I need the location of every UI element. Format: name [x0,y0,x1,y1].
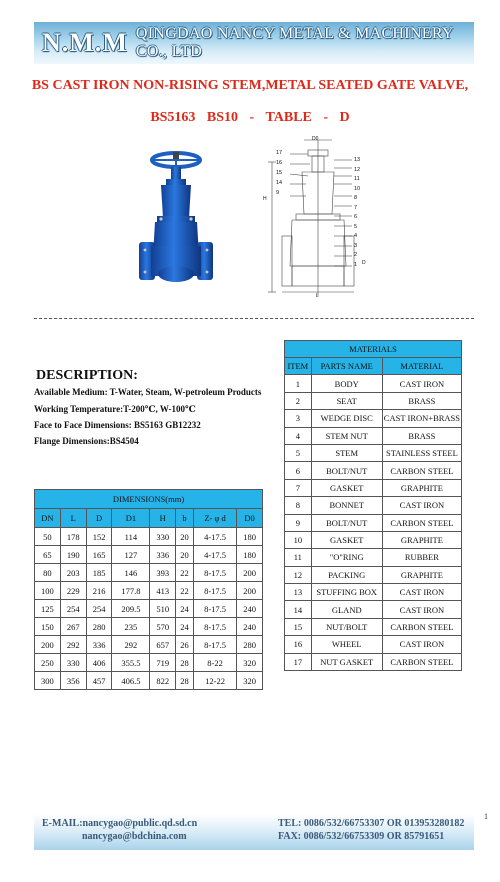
dimensions-cell: 822 [150,672,176,690]
dimensions-cell: 26 [176,636,194,654]
dimensions-cell: 150 [35,618,61,636]
dimensions-row [35,600,263,618]
footer-fax: FAX: 0086/532/66753309 OR 85791651 [278,831,445,842]
dimensions-header-row [35,509,263,528]
materials-row [285,514,462,531]
materials-cell: BOLT/NUT [311,514,382,531]
dimensions-cell: 510 [150,600,176,618]
dimensions-cell: 165 [86,546,112,564]
materials-cell: 10 [285,531,312,548]
materials-cell: BRASS [382,427,461,444]
dim-label-h: H [263,196,267,202]
callout: 16 [276,160,283,166]
dim-col-header: D [86,509,112,528]
col-header: MATERIAL [382,358,461,375]
materials-cell: 1 [285,375,312,392]
dim-col-header: D1 [112,509,150,528]
materials-cell: CAST IRON [382,601,461,618]
materials-row [285,653,462,670]
materials-row [285,410,462,427]
dimensions-row [35,546,263,564]
materials-cell: CAST IRON [382,375,461,392]
materials-cell: GASKET [311,479,382,496]
callout: 9 [276,190,280,196]
dimensions-row [35,636,263,654]
materials-cell: STEM NUT [311,427,382,444]
materials-cell: 16 [285,636,312,653]
materials-row [285,636,462,653]
materials-cell: "O"RING [311,549,382,566]
dimensions-cell: 8-17.5 [193,636,236,654]
materials-row [285,549,462,566]
dimensions-row [35,654,263,672]
dimensions-cell: 229 [60,582,86,600]
dimensions-cell: 657 [150,636,176,654]
dimensions-cell: 280 [237,636,263,654]
footer-email-2: nancygao@bdchina.com [82,831,187,842]
materials-cell: 2 [285,392,312,409]
materials-cell: CARBON STEEL [382,514,461,531]
col-header: ITEM [285,358,312,375]
materials-caption: MATERIALS [285,341,462,358]
callout: 2 [354,252,358,258]
dimensions-cell: 356 [60,672,86,690]
dimensions-cell: 22 [176,582,194,600]
materials-cell: WHEEL [311,636,382,653]
materials-cell: CARBON STEEL [382,653,461,670]
dim-col-header: DN [35,509,61,528]
materials-cell: BODY [311,375,382,392]
materials-cell: 8 [285,497,312,514]
dimensions-caption: DIMENSIONS(mm) [35,490,263,509]
dimensions-cell: 80 [35,564,61,582]
dimensions-cell: 203 [60,564,86,582]
dimensions-cell: 8-17.5 [193,618,236,636]
materials-body [285,375,462,671]
materials-cell: PACKING [311,566,382,583]
dimensions-cell: 280 [86,618,112,636]
dimensions-cell: 8-17.5 [193,600,236,618]
dimensions-cell: 12-22 [193,672,236,690]
dimensions-cell: 100 [35,582,61,600]
dimensions-cell: 330 [150,528,176,546]
valve-cross-section-drawing [262,136,372,300]
dimensions-cell: 320 [237,672,263,690]
materials-cell: 6 [285,462,312,479]
callout: 1 [354,261,358,268]
materials-cell: CAST IRON [382,636,461,653]
dimensions-cell: 185 [86,564,112,582]
materials-cell: BONNET [311,497,382,514]
materials-cell: RUBBER [382,549,461,566]
dimensions-cell: 336 [150,546,176,564]
dimensions-cell: 200 [35,636,61,654]
dimensions-cell: 4-17.5 [193,546,236,564]
callout: 8 [354,195,358,201]
materials-cell: 9 [285,514,312,531]
dimensions-cell: 320 [237,654,263,672]
dim-col-header: Z- φ d [193,509,236,528]
dim-col-header: D0 [237,509,263,528]
materials-cell: STUFFING BOX [311,584,382,601]
desc-medium: Available Medium: T-Water, Steam, W-petroleum Products [34,387,262,397]
dimensions-cell: 8-17.5 [193,582,236,600]
dimensions-cell: 178 [60,528,86,546]
dimensions-cell: 180 [237,546,263,564]
materials-cell: STEM [311,444,382,461]
materials-cell: NUT/BOLT [311,618,382,635]
dim-label-d: D [362,260,366,266]
materials-cell: CARBON STEEL [382,618,461,635]
materials-cell: SEAT [311,392,382,409]
materials-row [285,566,462,583]
callout: 4 [354,233,358,239]
dim-label-l: L [316,293,319,299]
dimensions-cell: 20 [176,528,194,546]
section-divider [34,318,474,319]
materials-row [285,618,462,635]
callout: 13 [354,157,361,163]
dimensions-cell: 200 [237,564,263,582]
product-title: BS CAST IRON NON-RISING STEM,METAL SEATED GATE VALVE, [31,78,469,93]
drawing-callouts-right [354,156,360,270]
dimensions-cell: 65 [35,546,61,564]
callout: 17 [276,150,283,156]
materials-cell: BRASS [382,392,461,409]
dimensions-body [35,528,263,690]
callout: 7 [354,204,358,211]
dimensions-cell: 20 [176,546,194,564]
desc-flange: Flange Dimensions:BS4504 [34,436,139,446]
materials-cell: 14 [285,601,312,618]
dimensions-table [34,489,263,690]
col-header: PARTS NAME [311,358,382,375]
dimensions-row [35,618,263,636]
dimensions-cell: 292 [112,636,150,654]
dimensions-cell: 216 [86,582,112,600]
materials-cell: 15 [285,618,312,635]
materials-cell: GLAND [311,601,382,618]
materials-row [285,479,462,496]
drawing-callouts-left [276,148,282,198]
dimensions-cell: 393 [150,564,176,582]
dimensions-cell: 254 [60,600,86,618]
dimensions-row [35,564,263,582]
materials-cell: GRAPHITE [382,531,461,548]
materials-cell: CAST IRON [382,584,461,601]
dimensions-cell: 355.5 [112,654,150,672]
materials-cell: GRAPHITE [382,479,461,496]
materials-cell: 7 [285,479,312,496]
dimensions-cell: 240 [237,618,263,636]
materials-cell: GASKET [311,531,382,548]
materials-cell: 3 [285,410,312,427]
dimensions-cell: 719 [150,654,176,672]
materials-cell: CARBON STEEL [382,462,461,479]
desc-temperature: Working Temperature:T-200℃, W-100℃ [34,404,196,414]
dimensions-cell: 406.5 [112,672,150,690]
desc-face-to-face: Face to Face Dimensions: BS5163 GB12232 [34,420,201,430]
dimensions-cell: 24 [176,600,194,618]
materials-cell: BOLT/NUT [311,462,382,479]
dim-col-header: L [60,509,86,528]
header-banner [34,22,474,64]
callout: 10 [354,185,361,192]
callout: 5 [354,223,358,230]
materials-cell: NUT GASKET [311,653,382,670]
materials-cell: 4 [285,427,312,444]
dimensions-cell: 28 [176,654,194,672]
dimensions-row [35,582,263,600]
materials-row [285,584,462,601]
callout: 11 [354,176,360,182]
dimensions-cell: 300 [35,672,61,690]
dimensions-cell: 240 [237,600,263,618]
materials-cell: 12 [285,566,312,583]
callout: 3 [354,242,358,249]
materials-row [285,375,462,392]
dimensions-row [35,672,263,690]
dimensions-cell: 330 [60,654,86,672]
materials-row [285,531,462,548]
materials-cell: WEDGE DISC [311,410,382,427]
materials-cell: CAST IRON+BRASS [382,410,461,427]
materials-row [285,462,462,479]
dimensions-cell: 28 [176,672,194,690]
dimensions-cell: 250 [35,654,61,672]
dimensions-cell: 114 [112,528,150,546]
dimensions-cell: 152 [86,528,112,546]
callout: 15 [276,170,283,176]
valve-photo [133,146,219,292]
dimensions-cell: 209.5 [112,600,150,618]
footer-email-1: E-MAIL:nancygao@public.qd.sd.cn [42,818,198,829]
dimensions-cell: 570 [150,618,176,636]
dimensions-row [35,528,263,546]
dimensions-cell: 24 [176,618,194,636]
description-heading: DESCRIPTION: [36,368,138,383]
dimensions-cell: 8-17.5 [193,564,236,582]
dimensions-cell: 254 [86,600,112,618]
product-standard: BS5163 BS10 - TABLE - D [150,110,350,125]
materials-cell: 17 [285,653,312,670]
materials-row [285,497,462,514]
dimensions-cell: 200 [237,582,263,600]
dimensions-cell: 267 [60,618,86,636]
dimensions-cell: 22 [176,564,194,582]
materials-cell: 5 [285,444,312,461]
dimensions-cell: 177.8 [112,582,150,600]
callout: 6 [354,214,358,220]
dimensions-cell: 125 [35,600,61,618]
dimensions-cell: 190 [60,546,86,564]
materials-cell: 11 [285,549,312,566]
callout: 14 [276,180,283,186]
dimensions-cell: 50 [35,528,61,546]
dim-col-header: b [176,509,194,528]
dimensions-cell: 4-17.5 [193,528,236,546]
footer-tel: TEL: 0086/532/66753307 OR 013953280182 [278,818,465,829]
dimensions-cell: 457 [86,672,112,690]
dimensions-cell: 180 [237,528,263,546]
company-name: QINGDAO NANCY METAL & MACHINERY CO., LTD [135,25,454,60]
dimensions-cell: 127 [112,546,150,564]
materials-row [285,601,462,618]
callout: 12 [354,166,361,173]
materials-cell: CAST IRON [382,497,461,514]
page-number: 1 [484,812,488,821]
dimensions-cell: 292 [60,636,86,654]
materials-row [285,392,462,409]
brand-logo-text: N.M.M [42,28,128,57]
materials-cell: STAINLESS STEEL [382,444,461,461]
dimensions-cell: 235 [112,618,150,636]
dimensions-cell: 406 [86,654,112,672]
materials-row [285,444,462,461]
materials-cell: GRAPHITE [382,566,461,583]
dim-col-header: H [150,509,176,528]
dim-label-d0: D0 [312,136,319,142]
materials-row [285,427,462,444]
materials-cell: 13 [285,584,312,601]
dimensions-cell: 336 [86,636,112,654]
dimensions-cell: 146 [112,564,150,582]
materials-table [284,340,462,671]
dimensions-cell: 8-22 [193,654,236,672]
dimensions-cell: 413 [150,582,176,600]
